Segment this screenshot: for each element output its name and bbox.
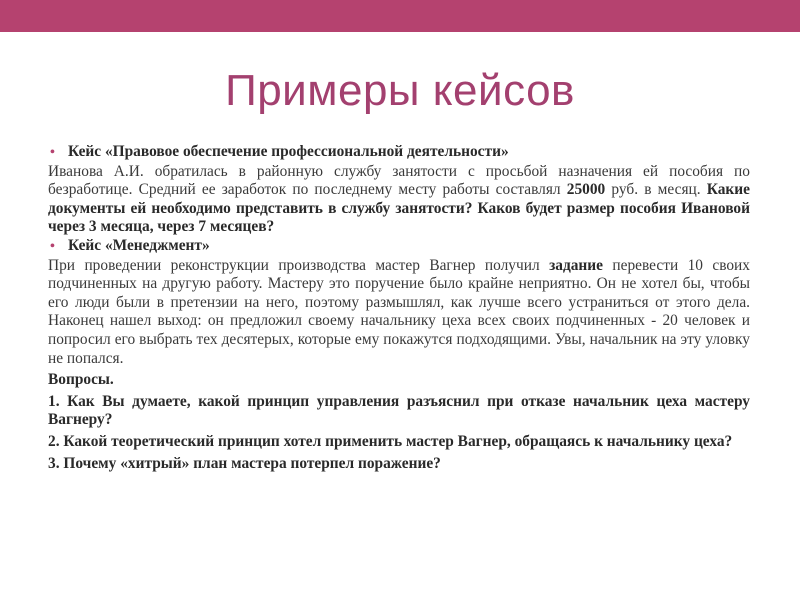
bullet-icon: • <box>50 238 55 254</box>
case1-heading: • Кейс «Правовое обеспечение профессиональной деятельности» <box>48 143 750 162</box>
case1-body: Иванова А.И. обратилась в районную службу занятости с просьбой назначения ей пособия по безработице. Средний ее заработок по последнему месту работы составлял 25000 руб. в месяц. Какие документы ей необходимо представить в службу занятости? Каков будет размер пособия Ивановой через 3 месяца, через 7 месяцев? <box>48 162 750 236</box>
question-item: 3. Почему «хитрый» план мастера потерпел поражение? <box>48 454 441 472</box>
case2-body: При проведении реконструкции производства мастер Вагнер получил задание перевести 10 своих подчиненных на другую работу. Мастеру это поручение было крайне неприятно. Он не хотел бы, чтобы его люди были в претензии на него, поэтому размышлял, как лучше всего устраниться от этого дела. Наконец нашел выход: он предложил своему начальнику цеха всех своих подчиненных - 20 человек и попросил его выбрать тех десятерых, которые ему покажутся подходящими. Увы, начальник на эту уловку не попался. <box>48 256 750 367</box>
slide-content <box>48 143 750 473</box>
question-item: 2. Какой теоретический принцип хотел применить мастер Вагнер, обращаясь к начальнику цеха? <box>48 432 733 450</box>
case2-heading: • Кейс «Менеджмент» <box>48 237 750 256</box>
question-item: 1. Как Вы думаете, какой принцип управления разъяснил при отказе начальник цеха мастеру Вагнеру? <box>48 392 750 429</box>
bullet-icon: • <box>50 145 55 160</box>
case1-question: Какие документы ей необходимо представить в службу занятости? Каков будет размер пособия Ивановой через 3 месяца, через 7 месяцев? <box>48 181 750 236</box>
top-accent-bar <box>0 0 800 32</box>
slide-title: Примеры кейсов <box>225 66 575 115</box>
questions-heading: Вопросы. <box>48 371 114 389</box>
